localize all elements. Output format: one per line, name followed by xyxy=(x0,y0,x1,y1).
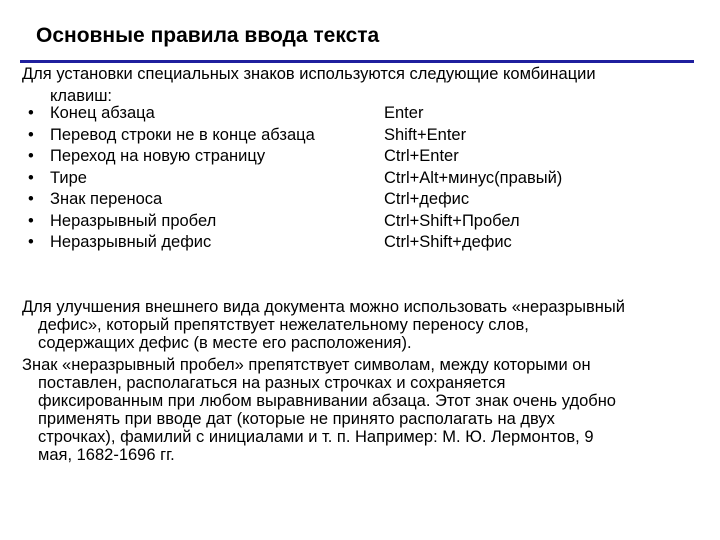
paragraph-line: мая, 1682-1696 гг. xyxy=(38,446,175,464)
paragraph-line: фиксированным при любом выравнивании абзаца. Этот знак очень удобно xyxy=(38,392,616,410)
paragraph-line: Для улучшения внешнего вида документа можно использовать «неразрывный xyxy=(22,298,625,316)
combo-label: Перевод строки не в конце абзаца xyxy=(50,125,315,144)
combo-keys: Enter xyxy=(384,104,424,122)
bullet-icon: • xyxy=(28,104,34,122)
combo-label: Знак переноса xyxy=(50,190,163,208)
intro-line-1: Для установки специальных знаков используются следующие комбинации xyxy=(22,65,596,83)
bullet-icon: • xyxy=(28,190,34,208)
combo-keys: Shift+Enter xyxy=(384,125,467,144)
page-title: Основные правила ввода текста xyxy=(36,24,380,47)
paragraph-line: Знак «неразрывный пробел» препятствует символам, между которыми он xyxy=(22,356,591,374)
paragraph-line: дефис», который препятствует нежелательному переносу слов, xyxy=(38,316,529,334)
combo-keys: Ctrl+Alt+минус(правый) xyxy=(384,168,563,187)
paragraph-line: поставлен, располагаться на разных строчках и сохраняется xyxy=(38,374,506,392)
paragraph-non-breaking-space xyxy=(22,356,616,464)
intro-line-2: клавиш: xyxy=(50,86,113,105)
paragraph-non-breaking-hyphen xyxy=(22,298,625,352)
title-underline xyxy=(20,60,694,63)
paragraph-line: строчках), фамилий с инициалами и т. п. Например: М. Ю. Лермонтов, 9 xyxy=(38,428,594,446)
combo-label: Конец абзаца xyxy=(50,104,155,122)
bullet-icon: • xyxy=(28,168,34,187)
bullet-icon: • xyxy=(28,125,34,144)
intro-text xyxy=(22,64,596,107)
combo-keys: Ctrl+Shift+Пробел xyxy=(384,211,520,230)
bullet-icon: • xyxy=(28,233,34,251)
combo-label: Переход на новую страницу xyxy=(50,147,266,165)
bullet-icon: • xyxy=(28,147,34,165)
paragraph-line: применять при вводе дат (которые не принято располагать на двух xyxy=(38,410,555,428)
combo-keys: Ctrl+Enter xyxy=(384,147,459,165)
combo-keys: Ctrl+Shift+дефис xyxy=(384,233,512,251)
paragraph-line: содержащих дефис (в месте его расположения). xyxy=(38,334,412,352)
combo-label: Неразрывный пробел xyxy=(50,211,217,230)
bullet-icon: • xyxy=(28,211,34,230)
combo-label: Тире xyxy=(50,168,87,187)
combo-keys: Ctrl+дефис xyxy=(384,190,470,208)
combo-label: Неразрывный дефис xyxy=(50,233,212,251)
